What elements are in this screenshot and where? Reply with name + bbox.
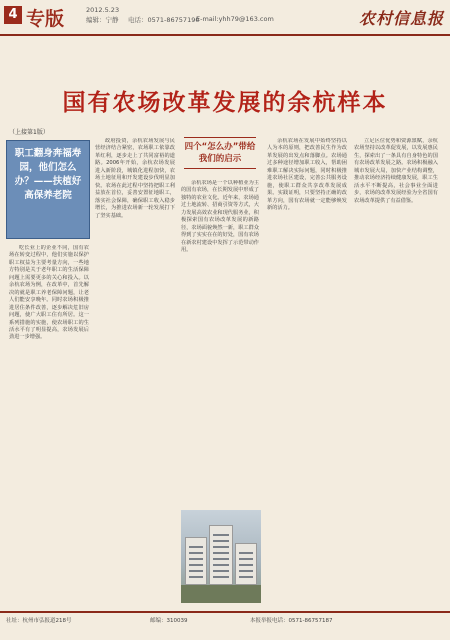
section-title: 专版: [26, 8, 65, 30]
page-number: 4: [4, 6, 22, 24]
footer: [0, 611, 450, 631]
text-column-5: [354, 138, 438, 603]
callout-text: 四个“怎么办”带给我们的启示: [184, 142, 256, 164]
building: [185, 537, 207, 585]
highlight-box: [6, 140, 90, 239]
ground: [181, 585, 261, 603]
email[interactable]: E-mail:yhh79@163.com: [196, 15, 274, 23]
text-column-4: [267, 138, 347, 603]
article-headline: 国有农场改革发展的余杭样本: [62, 89, 388, 116]
footer-postcode: 邮编：310039: [150, 618, 188, 624]
issue-date: 2012.5.23: [86, 6, 120, 14]
byline: （上接第1版）: [9, 129, 49, 136]
header-bar: [0, 0, 450, 36]
highlight-text: 职工翻身奔福寿园，他们怎么办？——扶植好高保养老院: [14, 148, 82, 201]
paragraph: 政府投资，余杭农场发展与民营经济结合紧密，农场职工依靠改革红利，逐步走上了共同富裕的道路。2006年开始，余杭农场发展进入新阶段，城镇化进程加快，农场土地征用和开发建设步伐明显加快。农场在此过程中坚持把职工利益放在首位，妥善安置征地职工，落实社会保障，确保职工收入稳步增长，为推进农场新一轮发展打下了坚实基础。: [95, 138, 175, 219]
paragraph: 余杭农场在发展中始终坚持以人为本的原则，把改善民生作为改革发展的出发点和落脚点。农场通过多种途径增加职工收入，帮助困难职工解决实际问题，同时积极推进农场社区建设，完善公共服务设施，使职工群众共享改革发展成果。实践证明，只要坚持正确的改革方向，国有农场就一定能够焕发新的活力。: [267, 138, 347, 212]
text-column-1: [9, 245, 89, 603]
building: [235, 543, 257, 585]
footer-hotline: 本报举报电话：0571-86757187: [250, 618, 333, 624]
farm-housing-photo: [181, 510, 261, 603]
paragraph: 余杭农场是一个以种植业为主的国有农场，在长期发展中形成了独特的农业文化。近年来，农场通过土地流转、招商引资等方式，大力发展高效农业和现代服务业，积极探索国有农场改革发展的新路径，农场面貌焕然一新，职工群众得到了实实在在的好处，国有农场在新农村建设中发挥了示范带动作用。: [181, 180, 259, 254]
footer-address: 社址：杭州市弘报道218号: [6, 618, 72, 624]
divider: [184, 168, 256, 169]
text-column-3: [181, 180, 259, 508]
masthead-logo: 农村信息报: [358, 9, 444, 28]
paragraph: 立足区位优势和资源禀赋，余杭农场坚持以改革促发展，以发展惠民生，探索出了一条具有自身特色的国有农场改革发展之路。农场积极融入城市发展大局，加快产业结构调整，推动农场经济持续健康发展，职工生活水平不断提高，社会事业全面进步，农场的改革发展经验为全省国有农场改革提供了有益借鉴。: [354, 138, 438, 204]
text-column-2: [95, 138, 175, 603]
callout-box: [184, 137, 256, 173]
building: [209, 525, 233, 585]
paragraph: 吃长业上的企业不同，国有农场在转变过程中，他们实施以保护职工权益为主要考量方向，一些地方特别是关于老年职工的生活保障问题上需要更多的关心和投入。以余杭农场为例，在改革中，首先解决的就是职工养老保障问题，让老人们能安享晚年。同时农场积极推进居住条件改善，逐步解决危旧房问题，使广大职工住有所居。这一系列措施的实施，使农场职工的生活水平有了明显提高，农场发展后劲进一步增强。: [9, 245, 89, 341]
editor: 编辑：宁静: [86, 16, 119, 24]
phone: 电话：0571-86757190: [128, 16, 200, 24]
